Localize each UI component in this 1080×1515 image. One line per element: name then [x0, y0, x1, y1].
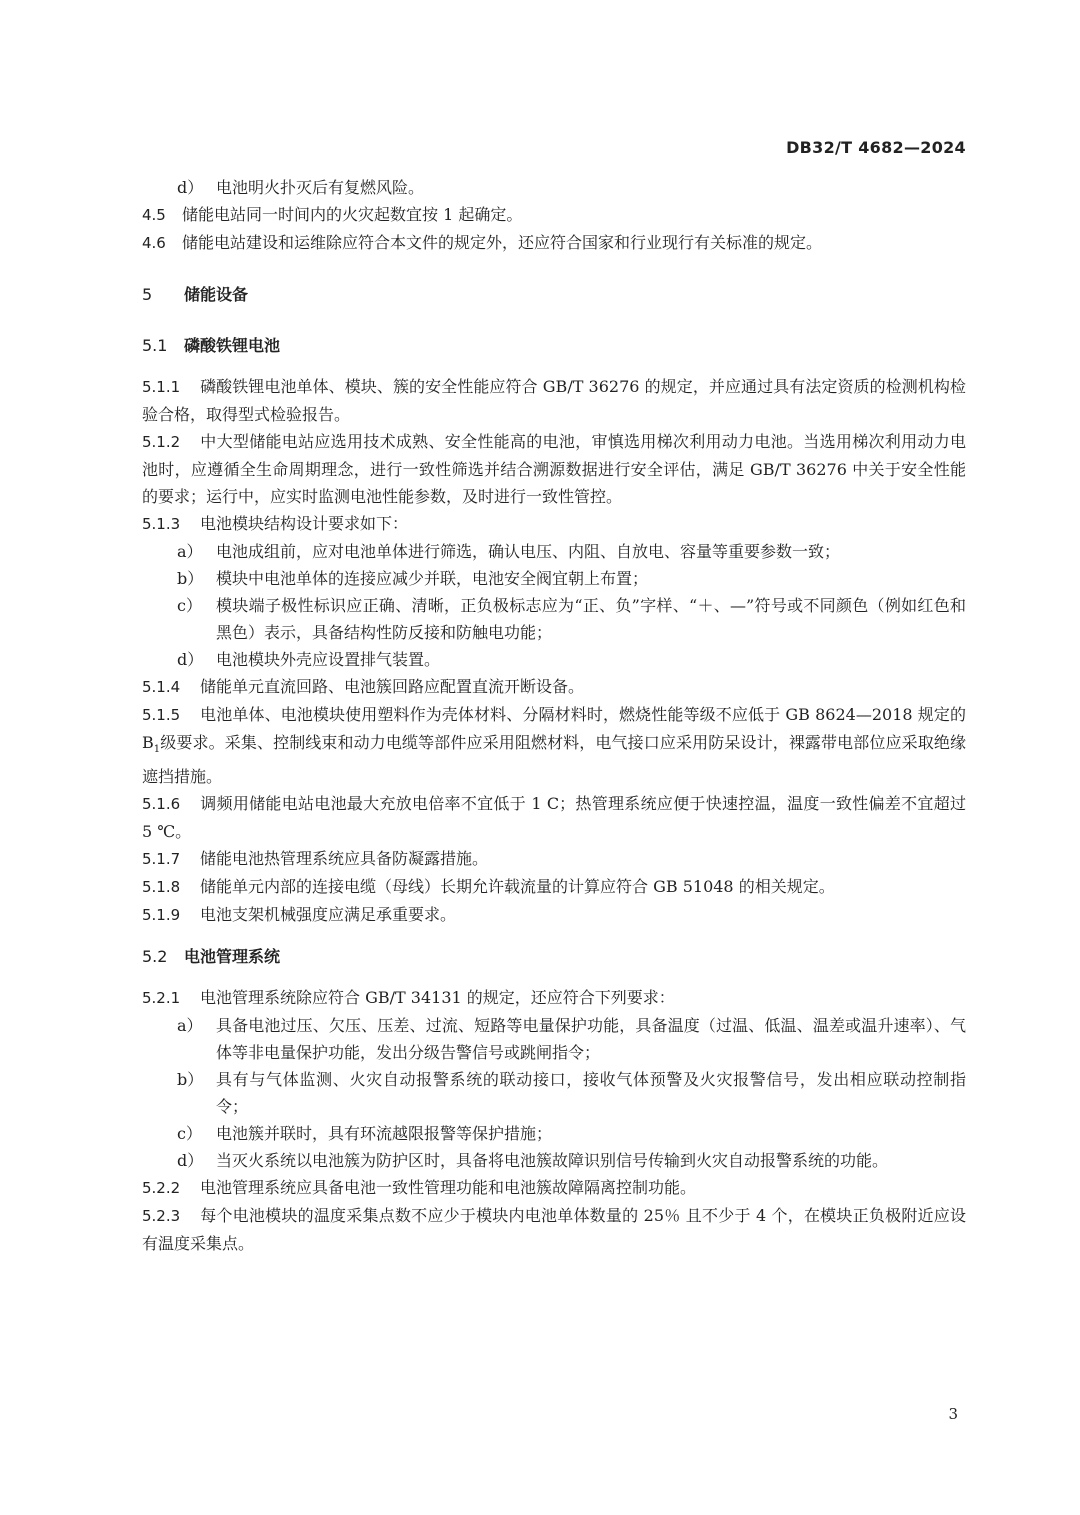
clause-5-1-3	[142, 510, 966, 538]
list-text: 模块端子极性标识应正确、清晰，正负极标志应为“正、负”字样、“＋、—”符号或不同颜色（例如红色和黑色）表示，具备结构性防反接和防触电功能；	[216, 596, 966, 642]
section-title: 电池管理系统	[184, 947, 281, 967]
list-marker: c）	[177, 1124, 202, 1144]
clause-5-1-4	[142, 673, 966, 701]
clause-text: 储能单元内部的连接电缆（母线）长期允许载流量的计算应符合 GB 51048 的相关规定。	[200, 877, 835, 897]
list-text: 模块中电池单体的连接应减少并联，电池安全阀宜朝上布置；	[216, 569, 649, 588]
list-item	[142, 538, 966, 565]
list-item	[142, 1066, 966, 1120]
clause-number: 5.1.9	[142, 906, 181, 925]
list-item	[142, 1012, 966, 1066]
list-marker: c）	[177, 596, 202, 615]
clause-text: 电池管理系统除应符合 GB/T 34131 的规定，还应符合下列要求：	[200, 988, 675, 1008]
list-marker: b）	[177, 569, 204, 588]
subscript: 1	[153, 744, 161, 756]
list-text: 当灭火系统以电池簇为防护区时，具备将电池簇故障识别信号传输到火灾自动报警系统的功能。	[216, 1151, 889, 1171]
clause-5-1-6	[142, 790, 966, 845]
list-text: 电池明火扑灭后有复燃风险。	[216, 178, 425, 197]
list-item	[142, 1147, 966, 1174]
list-marker: d）	[177, 650, 204, 669]
clause-5-2-1	[142, 984, 966, 1012]
clause-number: 5.1.2	[142, 433, 181, 451]
clause-text: 磷酸铁锂电池单体、模块、簇的安全性能应符合 GB/T 36276 的规定，并应通过具有法定资质的检测机构检验合格，取得型式检验报告。	[142, 377, 966, 424]
list-text: 电池簇并联时，具有环流越限报警等保护措施；	[216, 1124, 553, 1144]
clause-number: 5.1.3	[142, 515, 181, 533]
clause-text: 储能电池热管理系统应具备防凝露措施。	[200, 849, 489, 869]
list-marker: d）	[177, 178, 204, 197]
clause-number: 5.1.4	[142, 678, 181, 696]
section-title: 磷酸铁锂电池	[184, 336, 281, 355]
list-marker: b）	[177, 1070, 204, 1090]
clause-5-1-2	[142, 428, 966, 510]
clause-text: 电池单体、电池模块使用塑料作为壳体材料、分隔材料时，燃烧性能等级不应低于 GB 8624—2018 规定的 B	[142, 705, 966, 752]
clause-text: 中大型储能电站应选用技术成熟、安全性能高的电池，审慎选用梯次利用动力电池。当选用梯次利用动力电池时，应遵循全生命周期理念，进行一致性筛选并结合溯源数据进行安全评估，满足 GB/T 36276 中关于安全性能的要求；运行中，应实时监测电池性能参数，及时进行一致性管控。	[142, 432, 966, 506]
clause-text: 储能电站同一时间内的火灾起数宜按 1 起确定。	[182, 205, 523, 224]
clause-5-1-9	[142, 901, 966, 929]
list-item	[142, 646, 966, 673]
clause-5-1-1	[142, 373, 966, 428]
clause-4-6	[142, 229, 966, 257]
list-item	[142, 565, 966, 592]
clause-text: 电池模块结构设计要求如下：	[200, 514, 409, 533]
list-item	[142, 592, 966, 646]
clause-number: 5.2.1	[142, 989, 181, 1008]
clause-number: 4.6	[142, 234, 166, 252]
clause-5-2-3	[142, 1202, 966, 1257]
clause-number: 5.1.7	[142, 850, 181, 869]
section-number: 5.1	[142, 336, 168, 355]
clause-text: 电池管理系统应具备电池一致性管理功能和电池簇故障隔离控制功能。	[200, 1178, 697, 1198]
section-number: 5	[142, 285, 153, 304]
clause-number: 5.1.6	[142, 795, 181, 814]
clause-number: 5.2.3	[142, 1207, 181, 1226]
list-item	[142, 174, 966, 201]
clause-text: 储能单元直流回路、电池簇回路应配置直流开断设备。	[200, 677, 585, 696]
clause-number: 5.1.8	[142, 878, 181, 897]
list-marker: a）	[177, 1016, 203, 1036]
clause-number: 4.5	[142, 206, 166, 224]
list-text: 具备电池过压、欠压、压差、过流、短路等电量保护功能，具备温度（过温、低温、温差或温升速率）、气体等非电量保护功能，发出分级告警信号或跳闸指令；	[216, 1016, 966, 1063]
section-5-heading	[142, 281, 966, 308]
section-5-1-heading	[142, 332, 966, 359]
section-title: 储能设备	[184, 285, 249, 304]
document-id: DB32/T 4682—2024	[786, 138, 966, 157]
clause-4-5	[142, 201, 966, 229]
list-text: 具有与气体监测、火灾自动报警系统的联动接口，接收气体预警及火灾报警信号，发出相应联动控制指令；	[216, 1070, 966, 1117]
list-marker: a）	[177, 542, 203, 561]
clause-number: 5.1.5	[142, 706, 181, 724]
clause-text: 储能电站建设和运维除应符合本文件的规定外，还应符合国家和行业现行有关标准的规定。	[182, 233, 823, 252]
clause-number: 5.1.1	[142, 378, 181, 396]
clause-text-cont: 级要求。采集、控制线束和动力电缆等部件应采用阻燃材料，电气接口应采用防呆设计，裸露带电部位应采取绝缘遮挡措施。	[142, 733, 966, 787]
section-5-2-heading	[142, 943, 966, 970]
clause-5-1-5	[142, 701, 966, 790]
clause-5-1-8	[142, 873, 966, 901]
clause-5-1-7	[142, 845, 966, 873]
section-number: 5.2	[142, 947, 168, 967]
list-marker: d）	[177, 1151, 204, 1171]
clause-text: 每个电池模块的温度采集点数不应少于模块内电池单体数量的 25％ 且不少于 4 个，在模块正负极附近应设有温度采集点。	[142, 1206, 966, 1254]
clause-text: 电池支架机械强度应满足承重要求。	[200, 905, 457, 925]
clause-text: 调频用储能电站电池最大充放电倍率不宜低于 1 C；热管理系统应便于快速控温，温度一致性偏差不宜超过 5 ℃。	[142, 794, 966, 842]
page-number: 3	[948, 1405, 958, 1423]
list-text: 电池模块外壳应设置排气装置。	[216, 650, 441, 669]
list-text: 电池成组前，应对电池单体进行筛选，确认电压、内阻、自放电、容量等重要参数一致；	[216, 542, 841, 561]
clause-5-2-2	[142, 1174, 966, 1202]
page-content	[142, 174, 966, 1257]
clause-number: 5.2.2	[142, 1179, 181, 1198]
list-item	[142, 1120, 966, 1147]
